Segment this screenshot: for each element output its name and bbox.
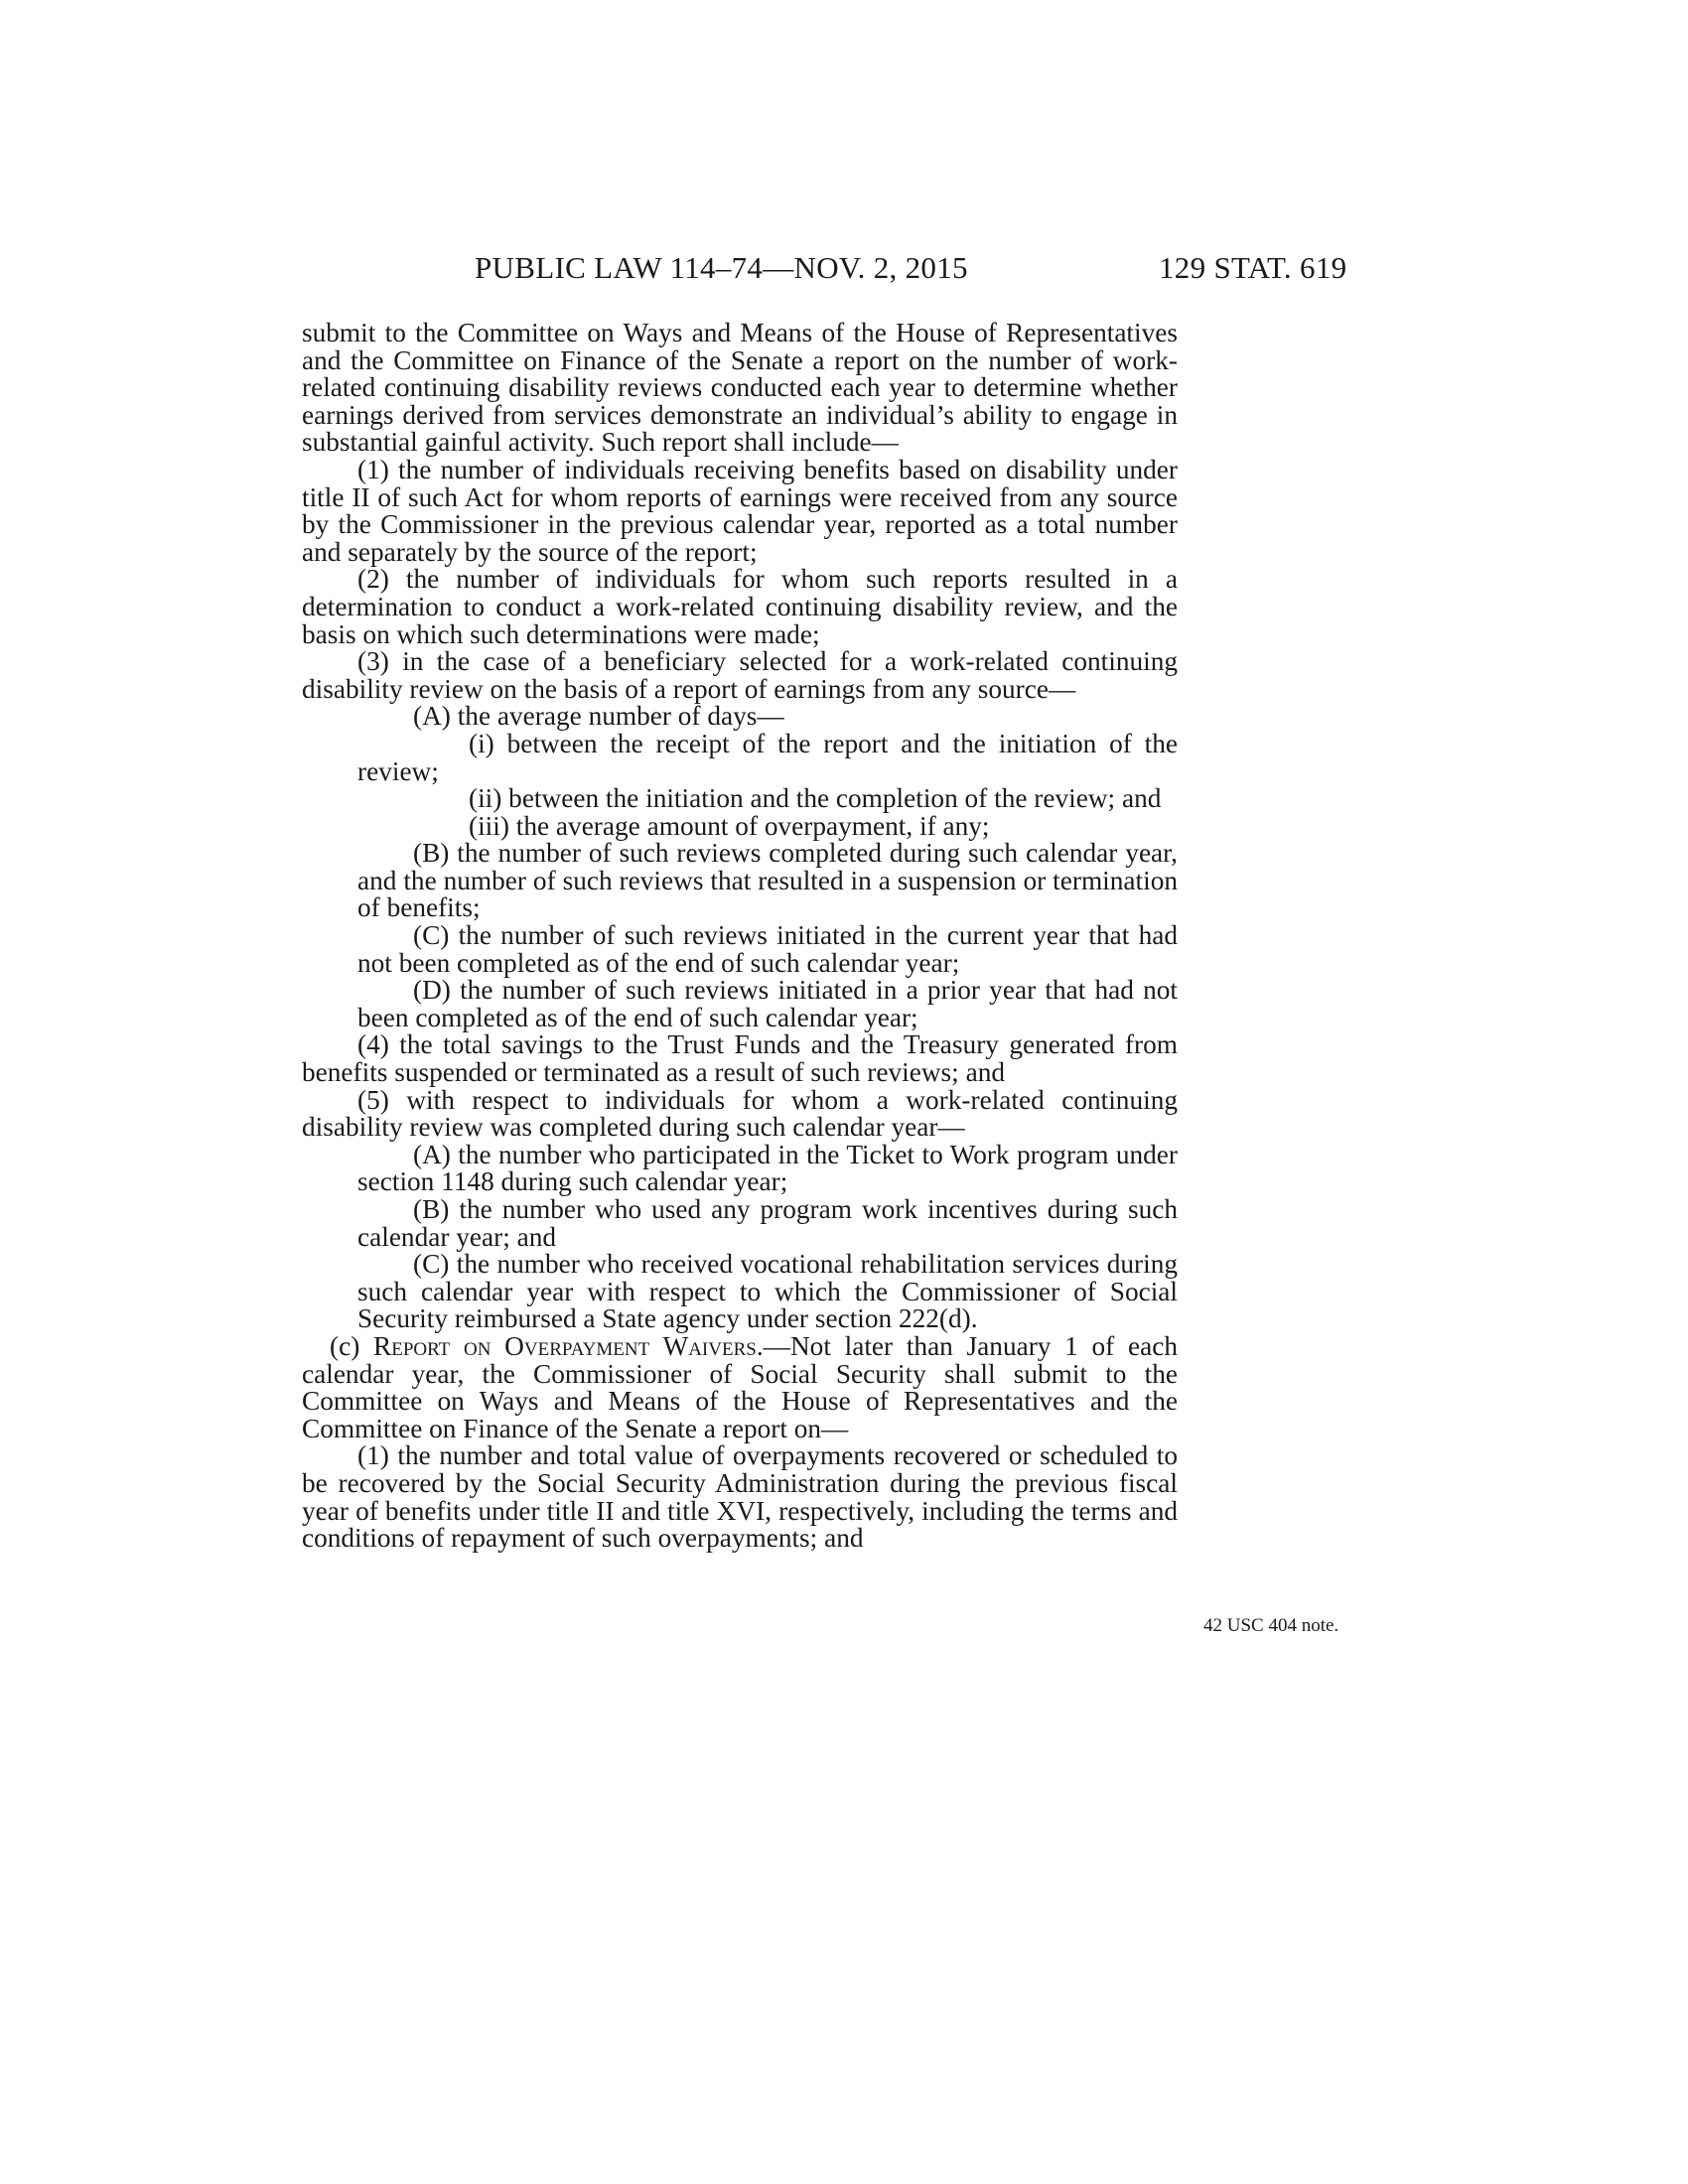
- paragraph-3: (3) in the case of a beneficiary selected for a work-related continuing disability review on the basis of a report of earnings from any source—: [302, 646, 1178, 704]
- paragraph-5: (5) with respect to individuals for whom a work-related continuing disability review was completed during such calendar year—: [302, 1084, 1178, 1143]
- paragraph-5-C: (C) the number who received vocational rehabilitation services during such calendar year with respect to which the Commissioner of Social Security reimbursed a State agency under section 222(d).: [357, 1249, 1178, 1334]
- subsection-c-label: (c): [330, 1330, 360, 1361]
- subsection-c-text: —Not later than January 1 of each calendar year, the Commissioner of Social Security shall submit to the Committee on Ways and Means of the House of Representatives and the Committee on Finance of the Senate a report on—: [302, 1330, 1178, 1443]
- margin-citation-note: 42 USC 404 note.: [1203, 1615, 1339, 1636]
- paragraph-3-A-iii: (iii) the average amount of overpayment, if any;: [469, 810, 990, 841]
- paragraph-2: (2) the number of individuals for whom such reports resulted in a determination to conduct a work-related continuing disability review, and the basis on which such determinations were made;: [302, 564, 1178, 649]
- subsection-c-paragraph-1: (1) the number and total value of overpayments recovered or scheduled to be recovered by the Social Security Administration during the previous fiscal year of benefits under title II and title XVI, respectively, including the terms and conditions of repayment of such overpayments; and: [302, 1440, 1178, 1554]
- page-header: [0, 250, 1688, 290]
- paragraph-3-A-i: (i) between the receipt of the report and the initiation of the review;: [357, 728, 1178, 786]
- statute-page-number: 129 STAT. 619: [1159, 250, 1347, 285]
- paragraph-3-A-ii: (ii) between the initiation and the completion of the review; and: [469, 783, 1162, 814]
- statute-body: [302, 320, 1178, 1553]
- running-head-title: PUBLIC LAW 114–74—NOV. 2, 2015: [475, 250, 968, 285]
- paragraph-3-B: (B) the number of such reviews completed during such calendar year, and the number of such reviews that resulted in a suspension or termination of benefits;: [357, 838, 1178, 923]
- paragraph-5-A: (A) the number who participated in the Ticket to Work program under section 1148 during such calendar year;: [357, 1139, 1178, 1197]
- paragraph-3-C: (C) the number of such reviews initiated in the current year that had not been completed as of the end of such calendar year;: [357, 920, 1178, 978]
- intro-paragraph: submit to the Committee on Ways and Means of the House of Representatives and the Committee on Finance of the Senate a report on the number of work-related continuing disability reviews conducted each year to determine whether earnings derived from services demonstrate an individual’s ability to engage in substantial gainful activity. Such report shall include—: [302, 318, 1178, 458]
- paragraph-3-D: (D) the number of such reviews initiated in a prior year that had not been completed as of the end of such calendar year;: [357, 975, 1178, 1032]
- paragraph-1: (1) the number of individuals receiving benefits based on disability under title II of such Act for whom reports of earnings were received from any source by the Commissioner in the previous calendar year, reported as a total number and separately by the source of the report;: [302, 454, 1178, 567]
- paragraph-5-B: (B) the number who used any program work incentives during such calendar year; and: [357, 1194, 1178, 1252]
- paragraph-3-A: (A) the average number of days—: [413, 701, 784, 732]
- subsection-c-heading: Report on Overpayment Waivers.: [373, 1330, 764, 1361]
- subsection-c: [302, 1330, 1178, 1443]
- paragraph-4: (4) the total savings to the Trust Funds and the Treasury generated from benefits suspended or terminated as a result of such reviews; and: [302, 1029, 1178, 1088]
